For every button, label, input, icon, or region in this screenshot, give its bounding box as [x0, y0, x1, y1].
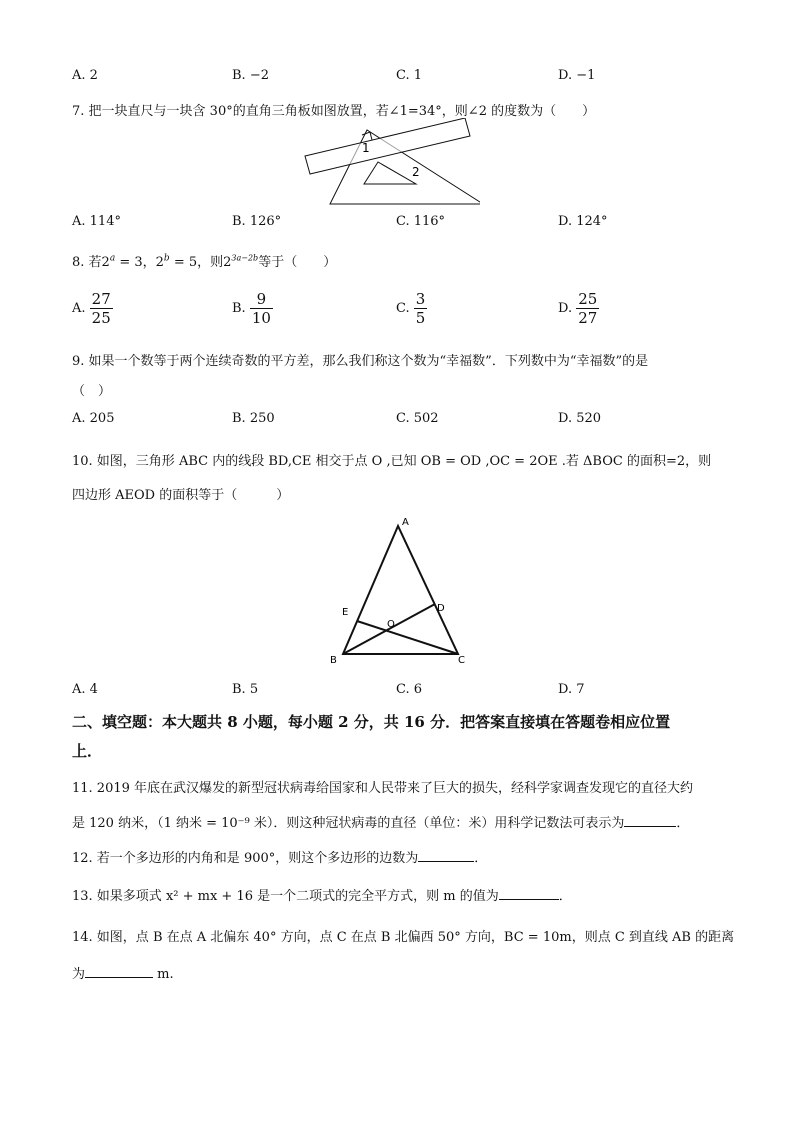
q9-option-a: A. 205: [72, 411, 115, 426]
q8-option-a: A. $\frac{27}{25}$: [72, 290, 111, 327]
q9-stem-2: （ ）: [72, 384, 112, 399]
q7-figure: [300, 118, 480, 208]
q7-angle-2-label: 2: [412, 165, 420, 179]
q10-option-a: A. 4: [72, 682, 98, 697]
q13: 13. 如果多项式 x² + mx + 16 是一个二项式的完全平方式，则 m 的值为 ．: [72, 889, 572, 904]
q11-line-1: 11. 2019 年底在武汉爆发的新型冠状病毒给国家和人民带来了巨大的损失，经科学家调查发现它的直径大约: [72, 781, 694, 796]
q12: 12. 若一个多边形的内角和是 900°，则这个多边形的边数为 ．: [72, 851, 488, 866]
q7-angle-1-label: 1: [362, 141, 370, 155]
q7-option-c: C. 116°: [396, 214, 446, 229]
q11-answer-blank: [624, 826, 676, 827]
q8-option-b: B. $\frac{9}{10}$: [232, 290, 271, 327]
q10-label-e: E: [342, 607, 349, 618]
q6-option-c: C. 1: [396, 68, 423, 83]
q11-line-2: 是 120 纳米，（1 纳米 = 10⁻⁹ 米）．则这种冠状病毒的直径（单位：米）用科学记数法可表示为 ．: [72, 816, 690, 831]
q6-option-b: B. −2: [232, 68, 269, 83]
q9-stem: 9. 如果一个数等于两个连续奇数的平方差，那么我们称这个数为“幸福数”．下列数中为“幸福数”的是: [72, 354, 649, 369]
q8-option-d: D. $\frac{25}{27}$: [558, 290, 598, 327]
q7-option-a: A. 114°: [72, 214, 121, 229]
q9-option-c: C. 502: [396, 411, 439, 426]
q10-option-d: D. 7: [558, 682, 585, 697]
q10-figure: [320, 510, 480, 670]
q10-label-d: D: [437, 603, 445, 614]
q10-label-c: C: [458, 655, 465, 666]
q10-label-b: B: [330, 655, 337, 666]
q10-stem: 10. 如图，三角形 ABC 内的线段 BD,CE 相交于点 O ,已知 OB = OD ,OC = 2OE .若 ΔBOC 的面积=2，则: [72, 454, 712, 469]
q8-option-c: C. $\frac{3}{5}$: [396, 290, 426, 327]
q12-answer-blank: [418, 861, 474, 862]
section-2-heading: 二、填空题：本大题共 8 小题，每小题 2 分，共 16 分．把答案直接填在答题卷相应位置: [72, 713, 671, 731]
q7-inner-triangle: [364, 162, 416, 184]
q10-option-c: C. 6: [396, 682, 423, 697]
q7-stem: 7. 把一块直尺与一块含 30°的直角三角板如图放置，若∠1=34°，则∠2 的度数为（ ）: [72, 104, 596, 119]
q7-option-d: D. 124°: [558, 214, 608, 229]
q6-option-d: D. −1: [558, 68, 596, 83]
q14-answer-blank: [85, 977, 153, 978]
section-2-heading-cont: 上．: [72, 742, 103, 760]
q14-line-1: 14. 如图，点 B 在点 A 北偏东 40° 方向，点 C 在点 B 北偏西 50° 方向，BC = 10m，则点 C 到直线 AB 的距离: [72, 930, 735, 945]
q10-option-b: B. 5: [232, 682, 259, 697]
q14-line-2: 为 m.: [72, 967, 174, 982]
q10-label-o: O: [387, 619, 395, 630]
q9-option-b: B. 250: [232, 411, 275, 426]
q6-option-a: A. 2: [72, 68, 98, 83]
q13-answer-blank: [499, 899, 559, 900]
q7-straight-ruler: [305, 118, 470, 174]
q8-stem: 8. 若$2^a = 3$，$2^b = 5$，则$2^{3a-2b}$等于（ ）: [72, 253, 337, 270]
q10-label-a: A: [402, 517, 409, 528]
q9-option-d: D. 520: [558, 411, 602, 426]
q10-stem-2: 四边形 AEOD 的面积等于（ ）: [72, 488, 290, 503]
q7-option-b: B. 126°: [232, 214, 282, 229]
